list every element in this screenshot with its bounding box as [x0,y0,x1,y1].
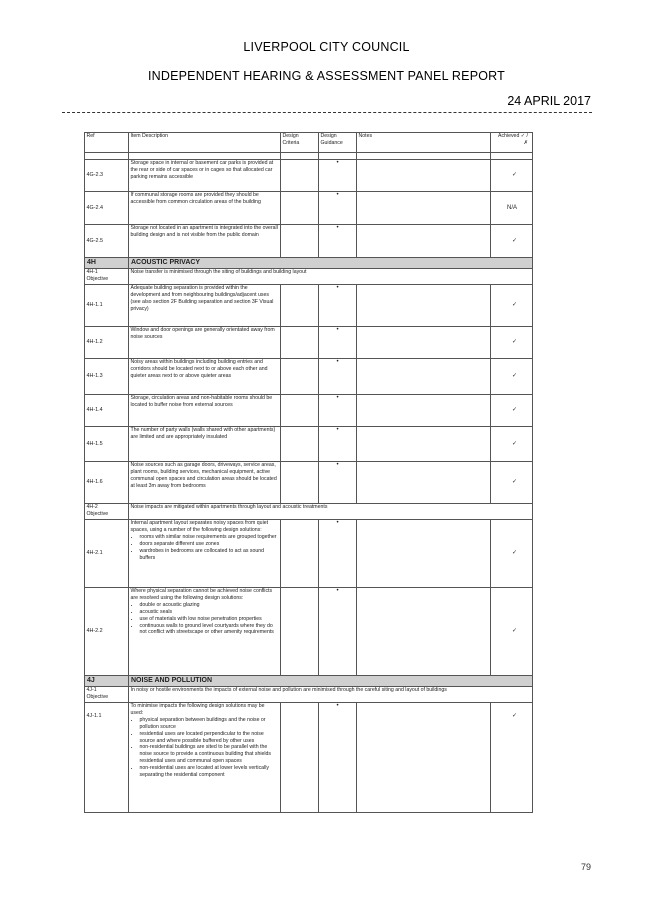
objective-row [85,269,533,285]
spacer-row [85,153,533,160]
list-item: • non-residential buildings are sited to be parallel with the noise source to provide a continuous building that shields residential uses and communal open spaces [140,744,279,765]
table-row [85,703,533,813]
council-name: LIVERPOOL CITY COUNCIL [243,40,410,54]
list-item: • double or acoustic glazing [140,602,279,609]
table-row [85,160,533,192]
col-notes: Notes [357,133,491,153]
list-item: • wardrobes in bedrooms are collocated to act as sound buffers [140,548,279,562]
row-description-cell [129,520,281,588]
objective-row [85,687,533,703]
row-ref: 4H-2.1 [85,520,129,588]
table-row [85,285,533,327]
table-row [85,359,533,395]
list-item: • non-residential uses are located at lower levels vertically separating the residential component [140,765,279,779]
row-ref: 4H-2.2 [85,588,129,676]
solution-list [131,534,279,562]
table-row [85,588,533,676]
achieved-mark: ✓ [491,327,533,359]
row-ref: 4H-1.3 [85,359,129,395]
objective-description: Noise impacts are mitigated within apartments through layout and acoustic treatments [129,504,533,520]
row-description: If communal storage rooms are provided they should be accessible from common circulation areas of the building [129,192,281,225]
solution-list [131,717,279,779]
objective-ref-cell [85,687,129,703]
table-row [85,192,533,225]
row-description: Adequate building separation is provided within the development and from neighbouring buildings/adjacent uses (see also section 2F Building separation and section 3F Visual privacy) [129,285,281,327]
objective-description: Noise transfer is minimised through the siting of buildings and building layout [129,269,533,285]
objective-ref-cell [85,504,129,520]
table-row [85,225,533,258]
table-row [85,395,533,427]
row-description: To minimise impacts the following design solutions may be used: [130,703,265,716]
achieved-mark: ✓ [491,703,533,813]
achieved-mark: ✓ [491,462,533,504]
row-description: Noisy areas within buildings including building entries and corridors should be located next to or above each other and quieter areas next to or above quieter areas [129,359,281,395]
list-item: • use of materials with low noise penetration properties [140,616,279,623]
row-ref: 4H-1.4 [85,395,129,427]
list-item: • residential uses are located perpendicular to the noise source and where possible buffered by other uses [140,731,279,745]
achieved-mark: ✓ [491,225,533,258]
col-achieved: Achieved ✓ / ✗ [491,133,533,153]
guidance-mark: • [319,703,357,813]
page-number: 79 [580,862,591,872]
achieved-mark: ✓ [491,427,533,462]
row-description: Storage, circulation areas and non-habitable rooms should be located to buffer noise from external sources [129,395,281,427]
row-description: Internal apartment layout separates noisy spaces from quiet spaces, using a number of the following design solutions: [130,520,269,533]
guidance-mark: • [319,192,357,225]
achieved-mark: ✓ [491,395,533,427]
row-ref: 4H-1.5 [85,427,129,462]
list-item: • rooms with similar noise requirements are grouped together [140,534,279,541]
guidance-mark: • [319,225,357,258]
table-row [85,520,533,588]
col-design-criteria: Design Criteria [281,133,319,153]
row-description: Window and door openings are generally orientated away from noise sources [129,327,281,359]
section-title: NOISE AND POLLUTION [129,676,533,687]
achieved-mark: N/A [491,192,533,225]
guidance-mark: • [319,588,357,676]
guidance-mark: • [319,427,357,462]
guidance-mark: • [319,395,357,427]
row-description: Storage space in internal or basement car parks is provided at the rear or side of car spaces or in cages so that allocated car parking remains accessible [129,160,281,192]
row-ref: 4G-2.5 [85,225,129,258]
table-row [85,327,533,359]
achieved-mark: ✓ [491,160,533,192]
row-ref: 4G-2.4 [85,192,129,225]
objective-ref: 4H-1 [86,269,98,275]
achieved-mark: ✓ [491,588,533,676]
list-item: • acoustic seals [140,609,279,616]
guidance-mark: • [319,285,357,327]
row-description: Storage not located in an apartment is integrated into the overall building design and is not visible from the public domain [129,225,281,258]
guidance-mark: • [319,462,357,504]
guidance-mark: • [319,520,357,588]
achieved-mark: ✓ [491,520,533,588]
guidance-mark: • [319,327,357,359]
table-row [85,462,533,504]
report-title: INDEPENDENT HEARING & ASSESSMENT PANEL REPORT [147,69,505,83]
objective-description: In noisy or hostile environments the impacts of external noise and pollution are minimised through the careful siting and layout of buildings [129,687,533,703]
row-ref: 4G-2.3 [85,160,129,192]
table-row [85,427,533,462]
col-item-description: Item Description [129,133,281,153]
list-item: • physical separation between buildings and the noise or pollution source [140,717,279,731]
row-description: Where physical separation cannot be achieved noise conflicts are resolved using the following design solutions: [130,588,273,601]
header-divider [62,112,592,113]
achieved-mark: ✓ [491,285,533,327]
row-ref: 4H-1.6 [85,462,129,504]
col-design-guidance: Design Guidance [319,133,357,153]
solution-list [131,602,279,637]
col-ref: Ref [85,133,129,153]
section-title: ACOUSTIC PRIVACY [129,258,533,269]
row-description: The number of party walls (walls shared with other apartments) are limited and are appropriately insulated [129,427,281,462]
row-ref: 4J-1.1 [85,703,129,813]
objective-label: Objective [86,510,109,517]
row-ref: 4H-1.2 [85,327,129,359]
objective-row [85,504,533,520]
section-ref: 4H [85,258,129,269]
row-description-cell [129,588,281,676]
section-header-row [85,258,533,269]
row-description-cell [129,703,281,813]
objective-ref: 4J-1 [86,687,97,693]
assessment-table [84,132,533,813]
section-header-row [85,676,533,687]
row-ref: 4H-1.1 [85,285,129,327]
objective-ref-cell [85,269,129,285]
list-item: • doors separate different use zones [140,541,279,548]
objective-label: Objective [86,693,109,700]
objective-label: Objective [86,275,109,282]
guidance-mark: • [319,359,357,395]
achieved-mark: ✓ [491,359,533,395]
report-date: 24 APRIL 2017 [507,94,591,108]
guidance-mark: • [319,160,357,192]
objective-ref: 4H-2 [86,504,98,510]
row-description: Noise sources such as garage doors, driveways, service areas, plant rooms, building services, mechanical equipment, active communal open spaces and circulation areas should be located at least 3m away from bedrooms [129,462,281,504]
section-ref: 4J [85,676,129,687]
table-header-row [85,133,533,153]
list-item: • continuous walls to ground level courtyards where they do not conflict with streetscape or other amenity requirements [140,623,279,637]
